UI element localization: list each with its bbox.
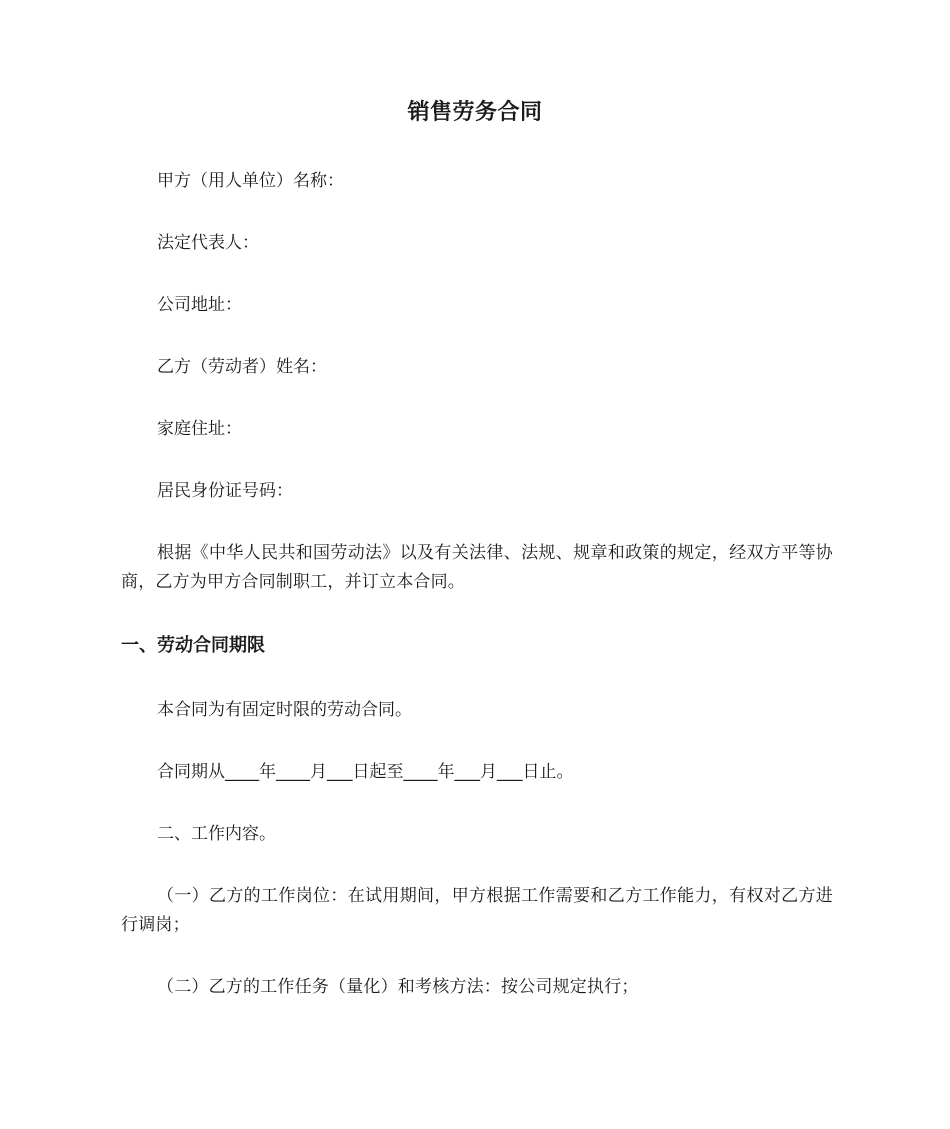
id-number-field: 居民身份证号码： (157, 481, 293, 501)
company-address-field: 公司地址： (157, 295, 242, 315)
section-heading-contract-term: 一、劳动合同期限 (121, 635, 265, 656)
document-title: 销售劳务合同 (407, 100, 543, 125)
clause-work-position: （一）乙方的工作岗位：在试用期间，甲方根据工作需要和乙方工作能力，有权对乙方进行调岗； (121, 886, 833, 935)
party-b-name-field: 乙方（劳动者）姓名： (157, 357, 327, 377)
section-heading-work-content: 二、工作内容。 (157, 824, 276, 844)
contract-period-line: 合同期从____年____月___日起至____年___月___日止。 (157, 762, 574, 782)
home-address-field: 家庭住址： (157, 419, 242, 439)
party-a-name-field: 甲方（用人单位）名称： (157, 171, 344, 191)
clause-work-tasks: （二）乙方的工作任务（量化）和考核方法：按公司规定执行； (157, 977, 639, 997)
fixed-term-statement: 本合同为有固定时限的劳动合同。 (157, 700, 412, 720)
legal-representative-field: 法定代表人： (157, 233, 259, 253)
preamble-paragraph: 根据《中华人民共和国劳动法》以及有关法律、法规、规章和政策的规定，经双方平等协商，乙方为甲方合同制职工，并订立本合同。 (121, 543, 833, 592)
